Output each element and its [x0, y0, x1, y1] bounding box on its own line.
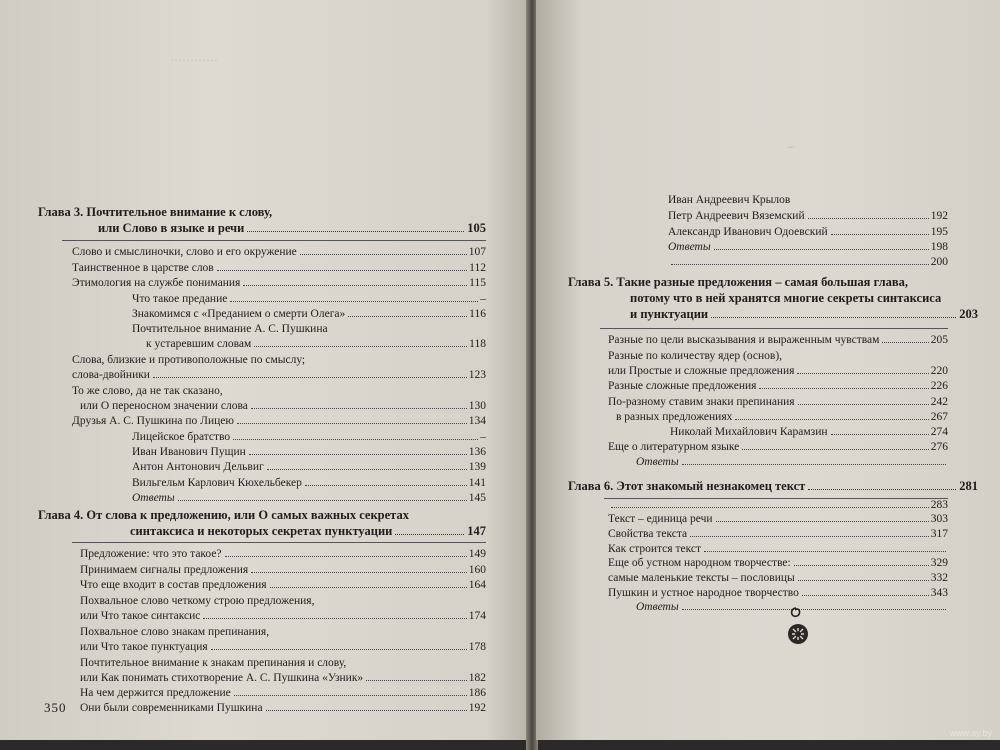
toc-entry: Еще об устном народном творчестве: 329: [608, 557, 948, 569]
toc-entry: Они были современниками Пушкина 192: [80, 702, 486, 714]
toc-entry: Этимология на службе понимания 115: [72, 277, 486, 289]
toc-entry: Антон Антонович Дельвиг 139: [132, 461, 486, 473]
right-page: ∽ Иван Андреевич Крылов Петр Андреевич Вяземский 192 Александр Иванович Одоевский 195 Ответы 198 200 Глава 5. Такие разные предложения – самая большая глава, потому что в ней хранятся многие секреты синтаксиса и пунктуации 203 Разные по цели высказывания и выраженным чувствам 205 Разные по количеству ядер (основ), или Простые и сложные предложения 220 Разные сложные предложения 226 По-разному ставим знаки препинания 242 в разных предложениях 267 Николай Михайлович Карамзин 274 Еще о литературном языке 276 Ответы Глава 6. Этот знакомый незнакомец текст 281 283 Текст – единица речи 303 Свойства текста 317 Как строится текст Еще об устном народном творчестве: 329 самые маленькие тексты – пословицы 332 Пушкин и устное народное творчество 343 Ответы: [536, 0, 1000, 740]
toc-entry: самые маленькие тексты – пословицы 332: [608, 572, 948, 584]
chapter-6-page: 281: [959, 479, 978, 493]
toc-entry: слова-двойники 123: [72, 369, 486, 381]
watermark: www.ay.by: [949, 728, 992, 738]
toc-entry: Ответы 145: [132, 492, 486, 504]
toc-entry: или Простые и сложные предложения 220: [608, 365, 948, 377]
toc-entry: Разные сложные предложения 226: [608, 380, 948, 392]
toc-entry: 283: [608, 499, 948, 512]
toc-entry: Александр Иванович Одоевский 195: [668, 226, 948, 238]
chapter-3-heading: Глава 3. Почтительное внимание к слову, или Слово в языке и речи 105: [38, 205, 486, 235]
toc-entry: Слово и смыслиночки, слово и его окружение 107: [72, 246, 486, 258]
toc-entry: Что такое предание –: [132, 293, 486, 305]
toc-entry: Слова, близкие и противоположные по смыслу;: [72, 354, 306, 366]
chapter-5-heading: Глава 5. Такие разные предложения – самая большая глава, потому что в ней хранятся многие секреты синтаксиса и пунктуации 203: [568, 275, 978, 321]
toc-entry: Что еще входит в состав предложения 164: [80, 579, 486, 591]
chapter-3-page: 105: [467, 221, 486, 235]
toc-entry: Предложение: что это такое? 149: [80, 548, 486, 560]
toc-entry: По-разному ставим знаки препинания 242: [608, 396, 948, 408]
toc-entry: Еще о литературном языке 276: [608, 441, 948, 453]
divider: [600, 328, 948, 329]
toc-entry: Вильгельм Карлович Кюхельбекер 141: [132, 477, 486, 489]
toc-entry: Ответы: [636, 456, 948, 469]
divider: [72, 542, 486, 543]
toc-entry: Знакомимся с «Преданием о смерти Олега» 116: [132, 308, 486, 320]
toc-entry: Почтительное внимание А. С. Пушкина: [132, 323, 328, 335]
toc-entry: Друзья А. С. Пушкина по Лицею 134: [72, 415, 486, 427]
toc-entry: 200: [668, 256, 948, 269]
toc-entry: или Как понимать стихотворение А. С. Пушкина «Узник» 182: [80, 672, 486, 684]
toc-entry: Ответы 198: [668, 241, 948, 253]
divider: [62, 240, 486, 241]
toc-entry: На чем держится предложение 186: [80, 687, 486, 699]
toc-entry: Принимаем сигналы предложения 160: [80, 564, 486, 576]
toc-entry: Почтительное внимание к знакам препинания и слову,: [80, 657, 347, 669]
left-page: ………… Глава 3. Почтительное внимание к слову, или Слово в языке и речи 105 Слово и смыслиночки, слово и его окружение 107 Таинственное в царстве слов 112 Этимология на службе понимания 115 Что такое предание – Знакомимся с «Преданием о смерти Олега» 116 Почтительное внимание А. С. Пушкина к устаревшим словам 118 Слова, близкие и противоположные по смыслу; слова-двойники 123 То же слово, да не так сказано, или О переносном значении слова 130 Друзья А. С. Пушкина по Лицею 134 Лицейское братство – Иван Иванович Пущин 136 Антон Антонович Дельвиг 139 Вильгельм Карлович Кюхельбекер 141 Ответы 145 Глава 4. От слова к предложению, или О самых важных секретах синтаксиса и некоторых секретах пунктуации 147 Предложение: что это такое? 149 Принимаем сигналы предложения 160 Что еще входит в состав предложения 164 Похвальное слово четкому строю предложения, или Что такое синтаксис 174 Похвальное слово знакам препинания, или Что такое пунктуация 178 Почтительное внимание к знакам препинания и слову, или Как понимать стихотворение А. С. Пушкина «Узник» 182 На чем держится предложение 186 Они были современниками Пушкина 192 350: [0, 0, 528, 740]
chapter-5-page: 203: [959, 307, 978, 321]
ornament-icon: [780, 604, 816, 648]
toc-entry: То же слово, да не так сказано,: [72, 385, 223, 397]
toc-entry: Пушкин и устное народное творчество 343: [608, 587, 948, 599]
toc-entry: Разные по количеству ядер (основ),: [608, 350, 783, 362]
toc-entry: Иван Иванович Пущин 136: [132, 446, 486, 458]
toc-entry: Разные по цели высказывания и выраженным чувствам 205: [608, 334, 948, 346]
toc-entry: Петр Андреевич Вяземский 192: [668, 210, 948, 222]
chapter-4-page: 147: [467, 524, 486, 538]
toc-entry: Текст – единица речи 303: [608, 513, 948, 525]
chapter-6-heading: Глава 6. Этот знакомый незнакомец текст 281: [568, 479, 978, 493]
toc-entry: Ответы: [636, 601, 948, 614]
toc-entry: или О переносном значении слова 130: [80, 400, 486, 412]
toc-entry: или Что такое синтаксис 174: [80, 610, 486, 622]
toc-entry: Похвальное слово знакам препинания,: [80, 626, 270, 638]
page-number: 350: [44, 700, 67, 715]
toc-entry: Николай Михайлович Карамзин 274: [670, 426, 948, 438]
toc-entry: Таинственное в царстве слов 112: [72, 262, 486, 274]
toc-entry: или Что такое пунктуация 178: [80, 641, 486, 653]
chapter-4-heading: Глава 4. От слова к предложению, или О самых важных секретах синтаксиса и некоторых секретах пунктуации 147: [38, 508, 486, 538]
toc-entry: Похвальное слово четкому строю предложения,: [80, 595, 315, 607]
toc-entry: Лицейское братство –: [132, 431, 486, 443]
toc-entry: Свойства текста 317: [608, 528, 948, 540]
toc-entry: к устаревшим словам 118: [146, 338, 486, 350]
toc-entry: Как строится текст: [608, 543, 948, 556]
toc-entry: в разных предложениях 267: [616, 411, 948, 423]
toc-entry: Иван Андреевич Крылов: [668, 194, 791, 206]
